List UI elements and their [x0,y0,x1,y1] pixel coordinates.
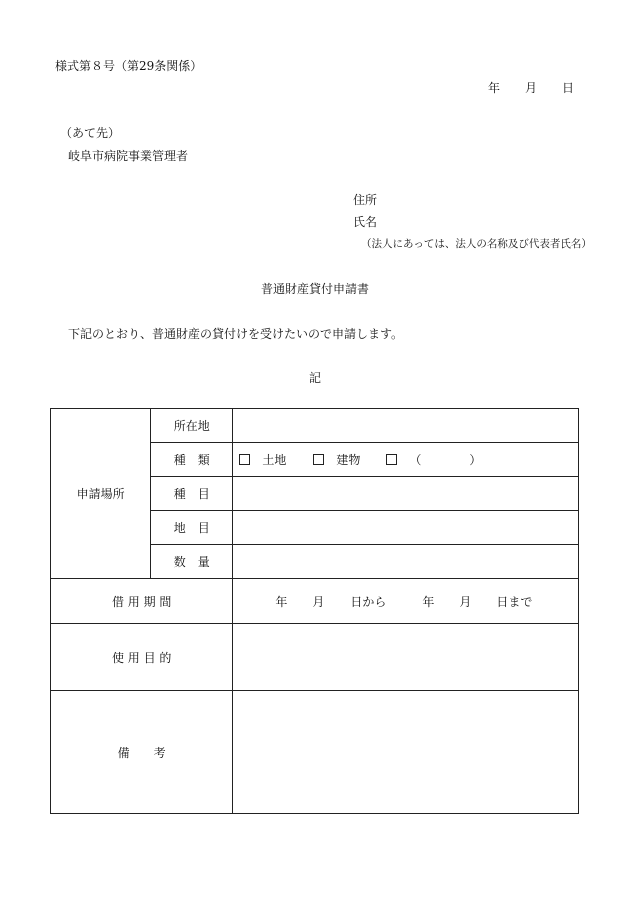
building-checkbox[interactable] [313,454,324,465]
remarks-label: 備 考 [51,691,233,814]
location-field[interactable] [233,409,579,443]
location-label: 所在地 [151,409,233,443]
other-checkbox[interactable] [386,454,397,465]
period-month-to: 月 [459,594,472,609]
date-year-label: 年 [488,81,501,95]
addressee-label: （あて先） [60,126,121,140]
date-month-label: 月 [525,81,538,95]
category-label: 種 目 [151,477,233,511]
addressee-name: 岐阜市病院事業管理者 [68,149,189,163]
form-number: 様式第８号（第29条関係） [55,59,203,73]
body-text: 下記のとおり、普通財産の貸付けを受けたいので申請します。 [68,327,404,341]
type-field [233,443,579,477]
period-label: 借 用 期 間 [51,579,233,624]
period-field[interactable] [233,579,579,624]
land-option-label: 土地 [262,453,287,467]
quantity-label: 数 量 [151,545,233,579]
other-option-label: （ ） [409,453,482,467]
ki-heading: 記 [308,371,321,385]
land-category-label: 地 目 [151,511,233,545]
period-day-from: 日から [350,594,387,609]
period-year-to: 年 [422,594,435,609]
document-title: 普通財産貸付申請書 [260,282,369,296]
land-checkbox[interactable] [239,454,250,465]
land-category-field[interactable] [233,511,579,545]
quantity-field[interactable] [233,545,579,579]
applicant-name-label: 氏名 [353,215,378,229]
purpose-label: 使 用 目 的 [51,624,233,691]
building-option-label: 建物 [336,453,361,467]
applicant-address-label: 住所 [353,193,378,207]
period-year-from: 年 [275,594,288,609]
location-group-label: 申請場所 [51,409,151,579]
date-line [488,79,574,96]
corporation-note: （法人にあっては、法人の名称及び代表者氏名） [361,238,592,250]
period-month-from: 月 [312,594,325,609]
date-day-label: 日 [562,81,575,95]
type-label: 種 類 [151,443,233,477]
period-day-to: 日まで [496,594,533,609]
application-table [50,408,579,814]
purpose-field[interactable] [233,624,579,691]
remarks-field[interactable] [233,691,579,814]
category-field[interactable] [233,477,579,511]
